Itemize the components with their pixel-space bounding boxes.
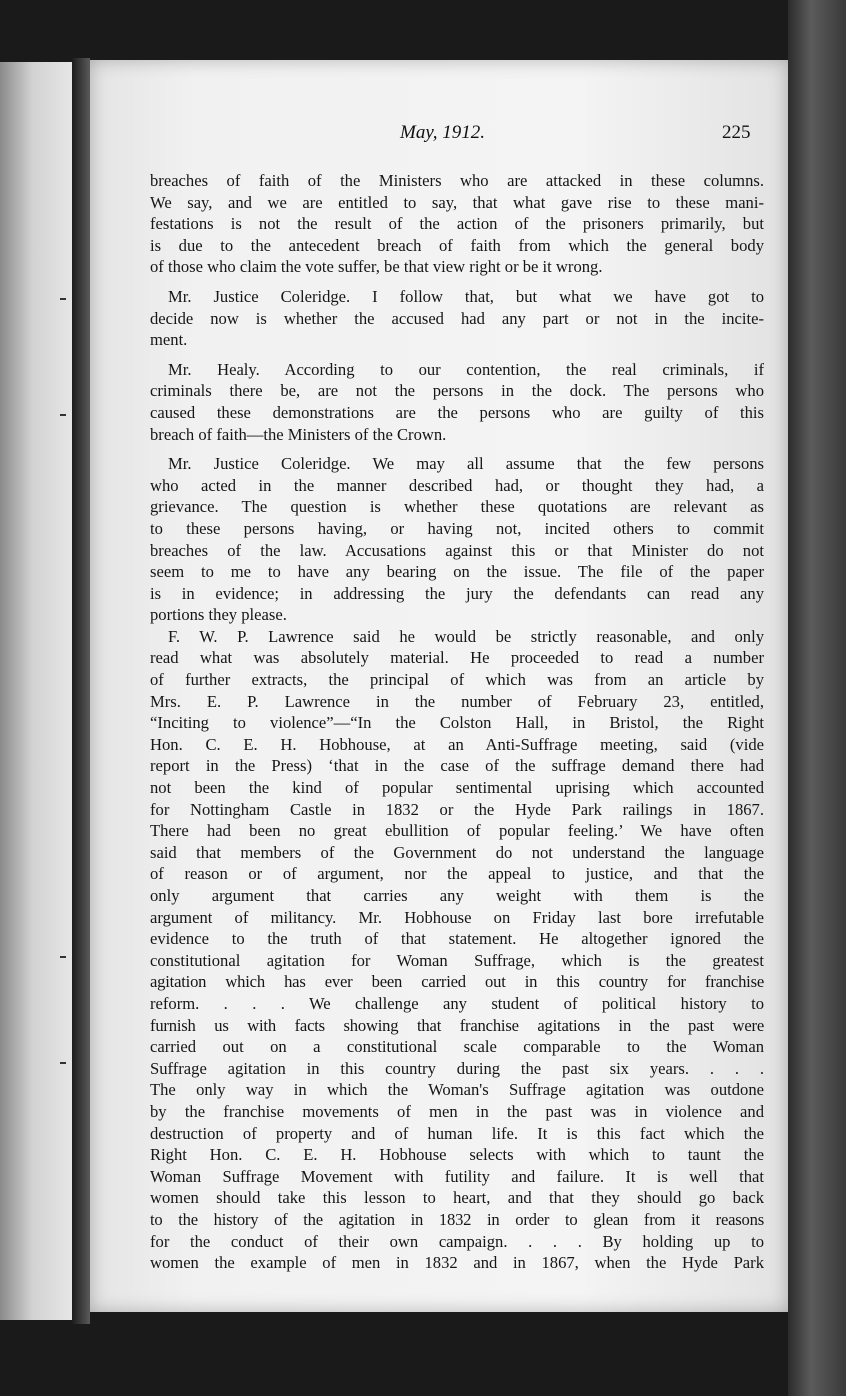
text-line: We say, and we are entitled to say, that what gave rise to these mani- xyxy=(150,192,764,212)
text-line: festations is not the result of the action of the prisoners primarily, but xyxy=(150,214,764,234)
text-line: is due to the antecedent breach of faith from which the general body xyxy=(150,235,764,255)
paragraph-gap xyxy=(150,445,764,453)
text-line: of reason or of argument, nor the appeal to justice, and that the xyxy=(150,864,764,884)
text-line: Right Hon. C. E. H. Hobhouse selects with which to taunt the xyxy=(150,1145,764,1165)
text-line: read what was absolutely material. He proceeded to read a number xyxy=(150,648,764,668)
text-line: Woman Suffrage Movement with futility and failure. It is well that xyxy=(150,1166,764,1186)
margin-mark xyxy=(60,1062,66,1064)
text-line: seem to me to have any bearing on the issue. The file of the paper xyxy=(150,562,764,582)
running-header xyxy=(90,122,788,146)
text-line: breaches of the law. Accusations against this or that Minister do not xyxy=(150,540,764,560)
text-line: of those who claim the vote suffer, be that view right or be it wrong. xyxy=(150,257,603,277)
paragraph-gap xyxy=(150,278,764,286)
text-line: of further extracts, the principal of which was from an article by xyxy=(150,670,764,690)
text-line: furnish us with facts showing that franchise agitations in the past were xyxy=(150,1015,764,1035)
facing-page-edge xyxy=(0,62,72,1320)
text-line: carried out on a constitutional scale comparable to the Woman xyxy=(150,1037,764,1057)
text-line: breaches of faith of the Ministers who are attacked in these columns. xyxy=(150,171,764,190)
text-line: Mrs. E. P. Lawrence in the number of February 23, entitled, xyxy=(150,691,764,711)
text-line: said that members of the Government do not understand the language xyxy=(150,842,764,862)
text-line: for the conduct of their own campaign. . . . By holding up to xyxy=(150,1231,764,1251)
book-page xyxy=(90,60,788,1312)
text-line: Mr. Justice Coleridge. We may all assume that the few persons xyxy=(168,454,764,474)
text-line: Mr. Justice Coleridge. I follow that, but what we have got to xyxy=(168,286,764,306)
text-line: argument of militancy. Mr. Hobhouse on Friday last bore irrefutable xyxy=(150,907,764,927)
text-line: criminals there be, are not the persons in the dock. The persons who xyxy=(150,381,764,401)
margin-mark xyxy=(60,298,66,300)
text-line: breach of faith—the Ministers of the Crown. xyxy=(150,424,447,444)
text-line: Suffrage agitation in this country during the past six years. . . . xyxy=(150,1058,764,1078)
text-line: decide now is whether the accused had any part or not in the incite- xyxy=(150,308,764,328)
text-line: is in evidence; in addressing the jury the defendants can read any xyxy=(150,583,764,603)
text-line: report in the Press) ‘that in the case of the suffrage demand there had xyxy=(150,756,764,776)
text-line: agitation which has ever been carried out in this country for franchise xyxy=(150,972,764,992)
text-line: by the franchise movements of men in the past was in violence and xyxy=(150,1101,764,1121)
text-line: destruction of property and of human life. It is this fact which the xyxy=(150,1123,764,1143)
text-line: portions they please. xyxy=(150,605,287,625)
text-line: constitutional agitation for Woman Suffrage, which is the greatest xyxy=(150,950,764,970)
margin-mark xyxy=(60,956,66,958)
text-line: F. W. P. Lawrence said he would be strictly reasonable, and only xyxy=(168,626,764,646)
page-body-text xyxy=(150,170,764,1274)
page-number: 225 xyxy=(722,122,751,143)
page-stack-shadow xyxy=(788,0,846,1396)
margin-mark xyxy=(60,414,66,416)
text-line: only argument that carries any weight with them is the xyxy=(150,886,764,905)
header-date: May, 1912. xyxy=(400,122,485,143)
text-line: evidence to the truth of that statement. He altogether ignored the xyxy=(150,929,764,949)
text-line: The only way in which the Woman's Suffrage agitation was outdone xyxy=(150,1080,764,1100)
text-line: reform. . . . We challenge any student of political history to xyxy=(150,993,764,1013)
text-line: women the example of men in 1832 and in 1867, when the Hyde Park xyxy=(150,1253,764,1273)
text-line: to the history of the agitation in 1832 in order to glean from it reasons xyxy=(150,1209,764,1229)
text-line: Hon. C. E. H. Hobhouse, at an Anti-Suffrage meeting, said (vide xyxy=(150,734,764,754)
text-line: women should take this lesson to heart, and that they should go back xyxy=(150,1188,764,1208)
paragraph-gap xyxy=(150,351,764,359)
text-line: Mr. Healy. According to our contention, the real criminals, if xyxy=(168,359,764,379)
text-line: to these persons having, or having not, incited others to commit xyxy=(150,518,764,538)
text-line: ment. xyxy=(150,330,188,350)
text-line: caused these demonstrations are the persons who are guilty of this xyxy=(150,402,764,422)
text-line: not been the kind of popular sentimental uprising which accounted xyxy=(150,778,764,798)
book-gutter xyxy=(72,58,90,1324)
text-line: “Inciting to violence”—“In the Colston Hall, in Bristol, the Right xyxy=(150,713,764,733)
text-line: grievance. The question is whether these quotations are relevant as xyxy=(150,497,764,517)
text-line: for Nottingham Castle in 1832 or the Hyde Park railings in 1867. xyxy=(150,799,764,819)
text-line: who acted in the manner described had, or thought they had, a xyxy=(150,475,764,495)
text-line: There had been no great ebullition of popular feeling.’ We have often xyxy=(150,821,764,841)
